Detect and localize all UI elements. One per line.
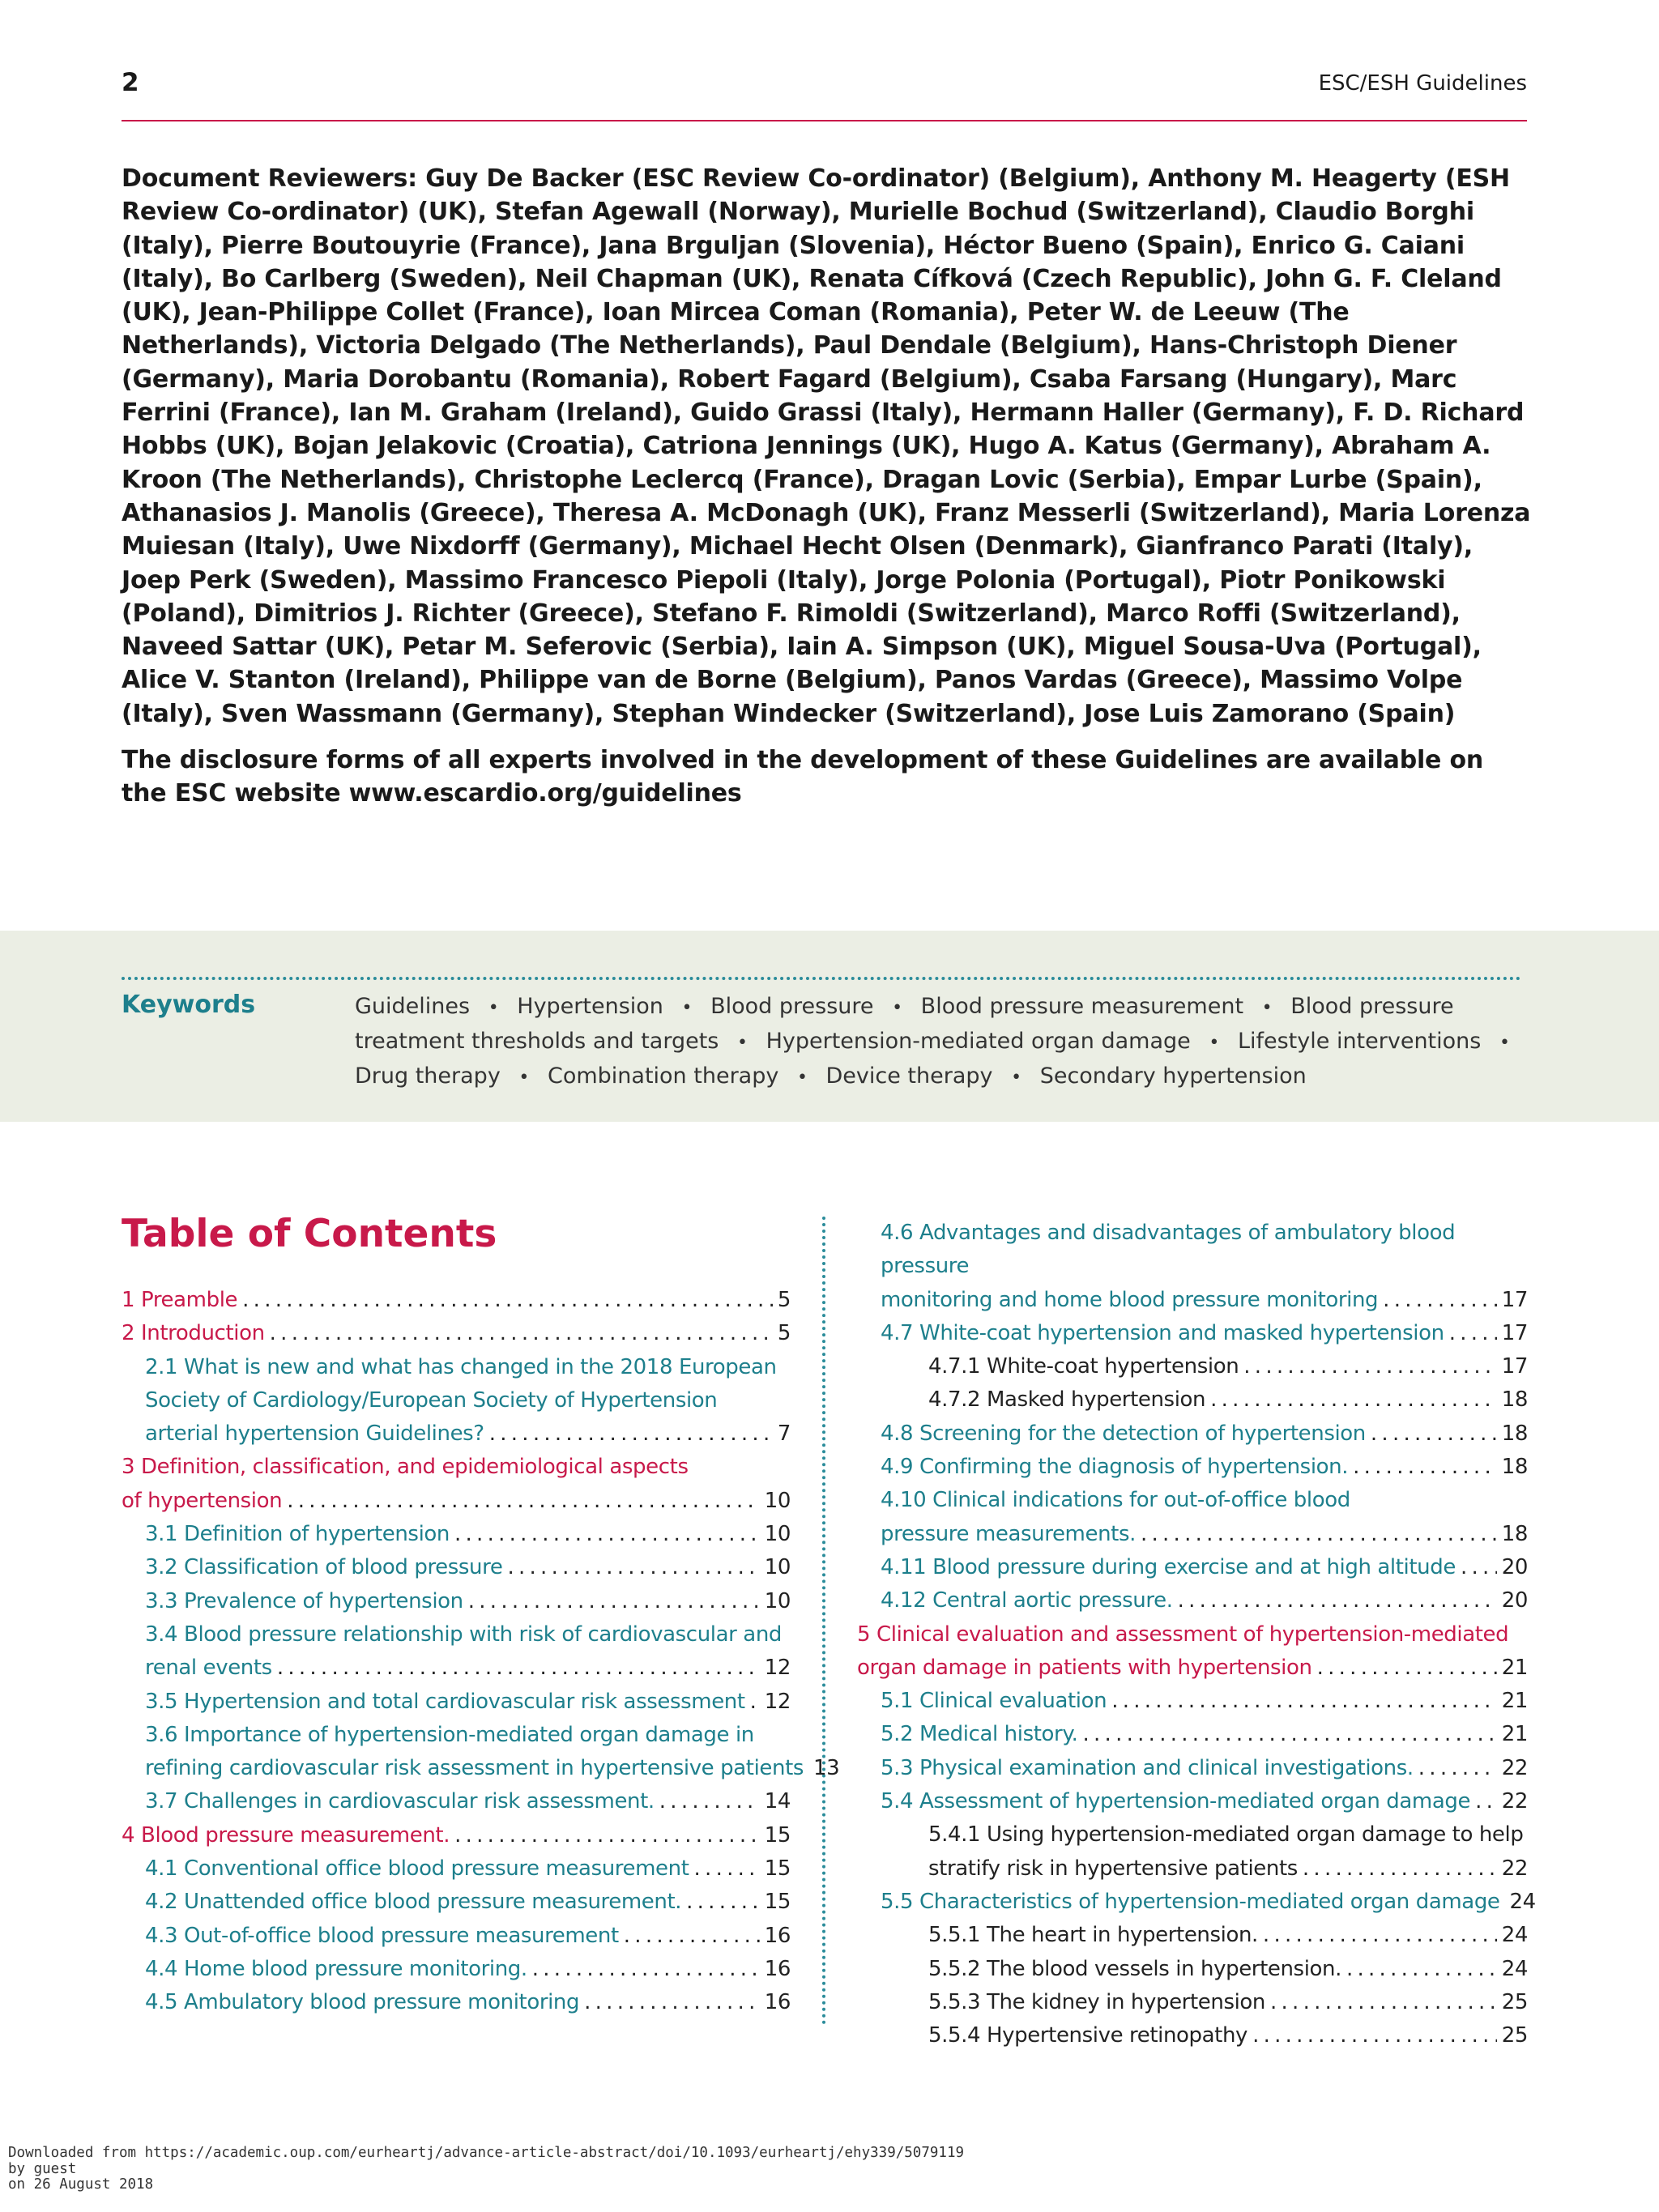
toc-entry[interactable] bbox=[122, 1785, 791, 1818]
download-note-line: on 26 August 2018 bbox=[8, 2176, 154, 2193]
toc-dot-leader bbox=[1303, 1852, 1497, 1886]
toc-dot-leader bbox=[277, 1652, 760, 1685]
toc-dot-leader bbox=[686, 1886, 760, 1919]
toc-entry[interactable] bbox=[857, 1383, 1528, 1417]
toc-dot-leader bbox=[1461, 1551, 1497, 1584]
toc-entry[interactable] bbox=[122, 1351, 791, 1451]
toc-title: Table of Contents bbox=[122, 1212, 497, 1256]
toc-entry-text: pressure measurements. bbox=[881, 1521, 1136, 1546]
toc-page-number: 21 bbox=[1501, 1655, 1528, 1680]
keyword-separator-bullet: • bbox=[1011, 1068, 1022, 1088]
toc-entry-text: 5.1 Clinical evaluation bbox=[881, 1689, 1107, 1714]
toc-dot-leader bbox=[750, 1686, 760, 1719]
toc-entry[interactable] bbox=[122, 1585, 791, 1618]
toc-entry[interactable] bbox=[122, 1719, 840, 1786]
toc-page-number: 10 bbox=[764, 1555, 791, 1580]
toc-entry-text: 3.7 Challenges in cardiovascular risk assessment. bbox=[145, 1789, 655, 1814]
keyword-item: Blood pressure bbox=[710, 994, 874, 1019]
toc-entry-text: 3 Definition, classification, and epidemiological aspects bbox=[122, 1455, 689, 1480]
toc-page-number: 15 bbox=[764, 1856, 791, 1882]
toc-page-number: 5 bbox=[777, 1321, 791, 1346]
toc-entry-text: 4.7.2 Masked hypertension bbox=[928, 1387, 1206, 1413]
toc-dot-leader bbox=[270, 1317, 773, 1350]
toc-dot-leader bbox=[659, 1785, 760, 1818]
keyword-item: Drug therapy bbox=[355, 1063, 501, 1089]
keyword-item: Combination therapy bbox=[547, 1063, 779, 1089]
toc-dot-leader bbox=[454, 1518, 760, 1551]
toc-page-number: 21 bbox=[1501, 1689, 1528, 1714]
toc-page-number: 24 bbox=[1501, 1956, 1528, 1981]
toc-entry-text: 3.3 Prevalence of hypertension bbox=[145, 1588, 463, 1613]
toc-entry-text: 4.9 Confirming the diagnosis of hypertension. bbox=[881, 1455, 1349, 1480]
toc-page-number: 17 bbox=[1501, 1287, 1528, 1312]
toc-entry[interactable] bbox=[857, 1953, 1528, 1986]
toc-entry[interactable] bbox=[122, 1920, 791, 1953]
toc-page-number: 25 bbox=[1501, 2023, 1528, 2048]
toc-entry-text: 4.10 Clinical indications for out-of-office blood bbox=[881, 1488, 1350, 1513]
toc-entry[interactable] bbox=[122, 1886, 791, 1919]
toc-entry[interactable] bbox=[122, 1618, 791, 1686]
toc-entry-text: 3.6 Importance of hypertension-mediated organ damage in bbox=[145, 1722, 754, 1747]
toc-left-column bbox=[122, 1284, 840, 2020]
toc-page-number: 24 bbox=[1509, 1889, 1536, 1914]
keyword-item: Secondary hypertension bbox=[1039, 1063, 1307, 1089]
toc-entry[interactable] bbox=[857, 2019, 1528, 2052]
keyword-separator-bullet: • bbox=[1209, 1033, 1220, 1053]
toc-entry[interactable] bbox=[857, 1451, 1528, 1484]
toc-dot-leader bbox=[489, 1417, 773, 1451]
toc-entry[interactable] bbox=[122, 1953, 791, 1986]
page-number: 2 bbox=[122, 68, 139, 97]
toc-entry[interactable] bbox=[122, 1518, 791, 1551]
toc-page-number: 20 bbox=[1501, 1588, 1528, 1613]
toc-entry[interactable] bbox=[857, 1217, 1528, 1317]
toc-page-number: 15 bbox=[764, 1890, 791, 1915]
toc-dot-leader bbox=[468, 1585, 760, 1618]
toc-dot-leader bbox=[624, 1920, 760, 1953]
toc-entry[interactable] bbox=[857, 1986, 1528, 2019]
toc-entry-text: 5.4.1 Using hypertension-mediated organ damage to help bbox=[928, 1822, 1524, 1848]
toc-entry-text: 2.1 What is new and what has changed in the 2018 European bbox=[145, 1354, 777, 1379]
toc-page-number: 10 bbox=[764, 1522, 791, 1547]
toc-dot-leader bbox=[1210, 1383, 1497, 1417]
toc-entry[interactable] bbox=[857, 1551, 1528, 1584]
keyword-item: Hypertension bbox=[517, 994, 663, 1019]
toc-dot-leader bbox=[1449, 1317, 1497, 1350]
keyword-separator-bullet: • bbox=[736, 1033, 748, 1053]
keyword-item: Lifestyle interventions bbox=[1237, 1029, 1482, 1054]
keyword-separator-bullet: • bbox=[1261, 998, 1273, 1018]
toc-page-number: 12 bbox=[764, 1656, 791, 1681]
toc-entry[interactable] bbox=[122, 1551, 791, 1584]
toc-entry-text: 4.4 Home blood pressure monitoring. bbox=[145, 1956, 527, 1981]
toc-dot-leader bbox=[1252, 2019, 1497, 2052]
toc-dot-leader bbox=[242, 1284, 773, 1317]
toc-entry-text: 4.6 Advantages and disadvantages of ambulatory blood pressure bbox=[881, 1221, 1456, 1279]
toc-page-number: 10 bbox=[764, 1588, 791, 1613]
toc-entry-text: 4.11 Blood pressure during exercise and at high altitude bbox=[881, 1554, 1456, 1579]
toc-entry-text: 4.8 Screening for the detection of hypertension bbox=[881, 1421, 1366, 1446]
toc-entry[interactable] bbox=[122, 1852, 791, 1886]
keywords-label: Keywords bbox=[122, 991, 256, 1019]
toc-entry-text: refining cardiovascular risk assessment in hypertensive patients bbox=[145, 1756, 804, 1781]
toc-entry-text: 4.3 Out-of-office blood pressure measurement bbox=[145, 1923, 619, 1948]
keyword-item: Blood pressure treatment thresholds and targets bbox=[355, 994, 1454, 1054]
keyword-separator-bullet: • bbox=[892, 998, 903, 1018]
toc-entry-text: 4.12 Central aortic pressure. bbox=[881, 1588, 1173, 1613]
toc-dot-leader bbox=[1082, 1718, 1496, 1751]
toc-entry[interactable] bbox=[857, 1618, 1528, 1686]
toc-dot-leader bbox=[1178, 1584, 1497, 1617]
toc-entry[interactable] bbox=[122, 1284, 791, 1317]
toc-entry-text: 5.5.4 Hypertensive retinopathy bbox=[928, 2023, 1248, 2048]
toc-entry[interactable] bbox=[122, 1819, 791, 1852]
toc-entry[interactable] bbox=[857, 1818, 1528, 1886]
keywords-list bbox=[355, 990, 1521, 1094]
keyword-separator-bullet: • bbox=[488, 998, 499, 1018]
toc-entry[interactable] bbox=[857, 1484, 1528, 1551]
toc-dot-leader bbox=[1111, 1685, 1497, 1718]
toc-page-number: 18 bbox=[1501, 1421, 1528, 1446]
toc-entry[interactable] bbox=[857, 1350, 1528, 1383]
keyword-item: Guidelines bbox=[355, 994, 471, 1019]
toc-dot-leader bbox=[1371, 1417, 1497, 1451]
toc-entry-text: of hypertension bbox=[122, 1488, 283, 1513]
toc-entry-text: 5.5.2 The blood vessels in hypertension. bbox=[928, 1956, 1341, 1981]
toc-page-number: 10 bbox=[764, 1488, 791, 1513]
toc-entry-text: renal events bbox=[145, 1656, 272, 1681]
toc-page-number: 16 bbox=[764, 1990, 791, 2015]
toc-dot-leader bbox=[1475, 1785, 1497, 1818]
toc-entry-text: Society of Cardiology/European Society of Hypertension bbox=[145, 1387, 718, 1413]
keyword-item: Hypertension-mediated organ damage bbox=[766, 1029, 1191, 1054]
toc-entry-text: 5.5 Characteristics of hypertension-mediated organ damage bbox=[881, 1889, 1500, 1914]
toc-dot-leader bbox=[1263, 1919, 1497, 1952]
download-note bbox=[8, 2146, 964, 2193]
toc-page-number: 18 bbox=[1501, 1387, 1528, 1413]
toc-dot-leader bbox=[1317, 1652, 1497, 1685]
toc-page-number: 25 bbox=[1501, 1989, 1528, 2014]
toc-page-number: 17 bbox=[1501, 1320, 1528, 1345]
toc-entry[interactable] bbox=[122, 1451, 791, 1518]
toc-page-number: 7 bbox=[777, 1421, 791, 1447]
toc-dot-leader bbox=[694, 1852, 760, 1886]
toc-dot-leader bbox=[1383, 1284, 1497, 1317]
toc-entry[interactable] bbox=[857, 1919, 1528, 1952]
download-note-line: by guest bbox=[8, 2160, 77, 2177]
toc-entry[interactable] bbox=[857, 1752, 1528, 1785]
toc-entry-text: stratify risk in hypertensive patients bbox=[928, 1856, 1298, 1881]
toc-entry-text: arterial hypertension Guidelines? bbox=[145, 1421, 484, 1447]
toc-entry[interactable] bbox=[857, 1317, 1528, 1350]
keyword-separator-bullet: • bbox=[796, 1068, 808, 1088]
toc-page-number: 21 bbox=[1501, 1722, 1528, 1747]
toc-dot-leader bbox=[1346, 1953, 1497, 1986]
toc-page-number: 15 bbox=[764, 1822, 791, 1848]
toc-page-number: 20 bbox=[1501, 1554, 1528, 1579]
toc-dot-leader bbox=[1141, 1518, 1497, 1551]
toc-entry-text: 3.5 Hypertension and total cardiovascular risk assessment bbox=[145, 1689, 745, 1714]
keyword-separator-bullet: • bbox=[518, 1068, 530, 1088]
toc-entry[interactable] bbox=[122, 1317, 791, 1350]
toc-entry-text: 4.2 Unattended office blood pressure measurement. bbox=[145, 1890, 682, 1915]
toc-entry-text: 4.7 White-coat hypertension and masked hypertension bbox=[881, 1320, 1444, 1345]
disclosure-statement: The disclosure forms of all experts involved in the development of these Guidelines are available on the ESC website www.escardio.org/guidelines bbox=[122, 746, 1484, 808]
keyword-item: Blood pressure measurement bbox=[920, 994, 1244, 1019]
keywords-dotted-rule bbox=[122, 977, 1521, 980]
toc-entry-text: 5.2 Medical history. bbox=[881, 1722, 1078, 1747]
toc-entry-text: 3.1 Definition of hypertension bbox=[145, 1522, 450, 1547]
toc-entry-text: 4.5 Ambulatory blood pressure monitoring bbox=[145, 1990, 580, 2015]
toc-page-number: 13 bbox=[813, 1756, 840, 1781]
toc-dot-leader bbox=[1243, 1350, 1496, 1383]
toc-entry-text: 1 Preamble bbox=[122, 1288, 238, 1312]
toc-page-number: 24 bbox=[1501, 1923, 1528, 1948]
toc-page-number: 12 bbox=[764, 1689, 791, 1714]
toc-entry[interactable] bbox=[857, 1584, 1528, 1617]
keyword-separator-bullet: • bbox=[681, 998, 693, 1018]
toc-page-number: 18 bbox=[1501, 1521, 1528, 1546]
toc-dot-leader bbox=[1270, 1986, 1497, 2019]
toc-entry[interactable] bbox=[122, 1686, 791, 1719]
toc-entry[interactable] bbox=[857, 1685, 1528, 1718]
toc-page-number: 22 bbox=[1501, 1789, 1528, 1814]
toc-entry-text: 5.5.1 The heart in hypertension. bbox=[928, 1923, 1258, 1948]
toc-page-number: 17 bbox=[1501, 1354, 1528, 1379]
keyword-item: Device therapy bbox=[825, 1063, 993, 1089]
toc-page-number: 22 bbox=[1501, 1856, 1528, 1881]
download-note-line: Downloaded from https://academic.oup.com/eurheartj/advance-article-abstract/doi/10.1093/eurheartj/ehy339/5079119 bbox=[8, 2145, 965, 2161]
toc-entry-text: 3.2 Classification of blood pressure bbox=[145, 1555, 503, 1580]
toc-page-number: 16 bbox=[764, 1923, 791, 1948]
toc-entry[interactable] bbox=[857, 1886, 1536, 1919]
toc-dot-leader bbox=[507, 1551, 759, 1584]
toc-entry-text: 4.1 Conventional office blood pressure measurement bbox=[145, 1856, 689, 1882]
toc-page-number: 18 bbox=[1501, 1455, 1528, 1480]
toc-entry[interactable] bbox=[857, 1417, 1528, 1451]
document-reviewers: Document Reviewers: Guy De Backer (ESC Review Co-ordinator) (Belgium), Anthony M. Heagerty (ESH Review Co-ordinator) (UK), Stefan Agewall (Norway), Murielle Bochud (Switzerland), Claudio Borghi (Italy), Pierre Boutouyrie (France), Jana Brguljan (Slovenia), Héctor Bueno (Spain), Enrico G. Caiani (Italy), Bo Carlberg (Sweden), Neil Chapman (UK), Renata Cífková (Czech Republic), John G. F. Cleland (UK), Jean-Philippe Collet (France), Ioan Mircea Coman (Romania), Peter W. de Leeuw (The Netherlands), Victoria Delgado (The Netherlands), Paul Dendale (Belgium), Hans-Christoph Diener (Germany), Maria Dorobantu (Romania), Robert Fagard (Belgium), Csaba Farsang (Hungary), Marc Ferrini (France), Ian M. Graham (Ireland), Guido Grassi (Italy), Hermann Haller (Germany), F. D. Richard Hobbs (UK), Bojan Jelakovic (Croatia), Catriona Jennings (UK), Hugo A. Katus (Germany), Abraham A. Kroon (The Netherlands), Christophe Leclercq (France), Dragan Lovic (Serbia), Empar Lurbe (Spain), Athanasios J. Manolis (Greece), Theresa A. McDonagh (UK), Franz Messerli (Switzerland), Maria Lorenza Muiesan (Italy), Uwe Nixdorff (Germany), Michael Hecht Olsen (Denmark), Gianfranco Parati (Italy), Joep Perk (Sweden), Massimo Francesco Piepoli (Italy), Jorge Polonia (Portugal), Piotr Ponikowski (Poland), Dimitrios J. Richter (Greece), Stefano F. Rimoldi (Switzerland), Marco Roffi (Switzerland), Naveed Sattar (UK), Petar M. Seferovic (Serbia), Iain A. Simpson (UK), Miguel Sousa-Uva (Portugal), Alice V. Stanton (Ireland), Philippe van de Borne (Belgium), Panos Vardas (Greece), Massimo Volpe (Italy), Sven Wassmann (Germany), Stephan Windecker (Switzerland), Jose Luis Zamorano (Spain) bbox=[122, 164, 1531, 728]
toc-entry[interactable] bbox=[857, 1718, 1528, 1751]
toc-entry-text: 4 Blood pressure measurement. bbox=[122, 1822, 450, 1848]
toc-entry-text: 5 Clinical evaluation and assessment of hypertension-mediated bbox=[857, 1622, 1509, 1647]
header-rule bbox=[122, 120, 1527, 121]
toc-dot-leader bbox=[1353, 1451, 1497, 1484]
toc-right-column bbox=[857, 1217, 1536, 2052]
toc-page-number: 16 bbox=[764, 1956, 791, 1981]
keyword-separator-bullet: • bbox=[1499, 1033, 1510, 1053]
toc-dot-leader bbox=[454, 1819, 760, 1852]
toc-dot-leader bbox=[584, 1986, 760, 2019]
toc-entry-text: 5.3 Physical examination and clinical investigations. bbox=[881, 1755, 1414, 1780]
toc-page-number: 5 bbox=[777, 1288, 791, 1312]
toc-dot-leader bbox=[287, 1485, 759, 1518]
toc-entry-text: 5.4 Assessment of hypertension-mediated organ damage bbox=[881, 1789, 1471, 1814]
toc-entry[interactable] bbox=[857, 1785, 1528, 1818]
toc-page-number: 14 bbox=[764, 1789, 791, 1814]
running-head: ESC/ESH Guidelines bbox=[1318, 71, 1527, 96]
toc-entry[interactable] bbox=[122, 1986, 791, 2019]
toc-entry-text: 2 Introduction bbox=[122, 1321, 265, 1346]
toc-entry-text: 4.7.1 White-coat hypertension bbox=[928, 1354, 1239, 1379]
toc-dot-leader bbox=[532, 1953, 760, 1986]
toc-entry-text: monitoring and home blood pressure monitoring bbox=[881, 1287, 1379, 1312]
column-divider bbox=[822, 1217, 825, 2025]
toc-dot-leader bbox=[1418, 1752, 1497, 1785]
toc-entry-text: 3.4 Blood pressure relationship with risk of cardiovascular and bbox=[145, 1622, 783, 1647]
toc-entry-text: 5.5.3 The kidney in hypertension bbox=[928, 1989, 1265, 2014]
toc-entry-text: organ damage in patients with hypertension bbox=[857, 1655, 1312, 1680]
toc-page-number: 22 bbox=[1501, 1755, 1528, 1780]
